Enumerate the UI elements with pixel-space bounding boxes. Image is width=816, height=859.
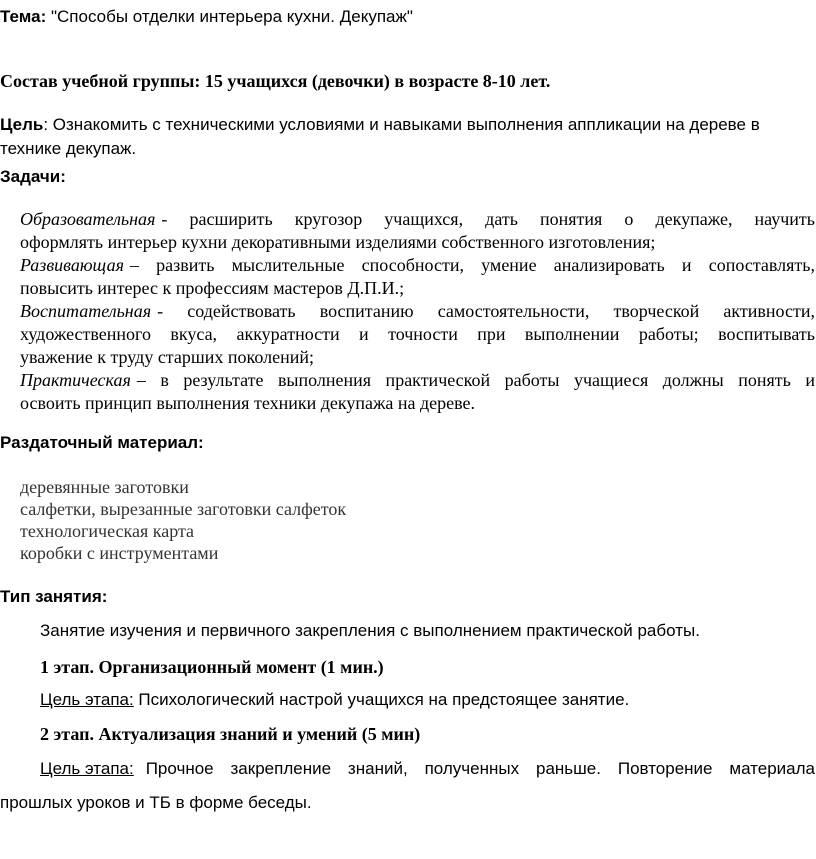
stage1-goal-text: Психологический настрой учащихся на предстоящее занятие. [133, 690, 630, 709]
task-educational-text: - расширить кругозор учащихся, дать понятия о декупаже, научить [161, 209, 815, 229]
handout-item: коробки с инструментами [20, 543, 219, 563]
stage1-goal [40, 689, 629, 711]
stage1-title: 1 этап. Организационный момент (1 мин.) [40, 657, 384, 677]
topic-label: Тема: [0, 7, 47, 26]
goal-line-1 [0, 114, 760, 136]
goal-label: Цель [0, 115, 44, 134]
task-practical-line-2: освоить принцип выполнения техники декупажа на дереве. [20, 393, 476, 413]
task-practical-text: – в результате выполнения практической работы учащиеся должны понять и [136, 370, 815, 390]
handout-item: технологическая карта [20, 521, 195, 541]
stage1-goal-label: Цель этапа: [40, 690, 134, 709]
group-composition: Состав учебной группы: 15 учащихся (девочки) в возрасте 8-10 лет. [0, 71, 551, 91]
task-developmental-term: Развивающая [20, 255, 124, 275]
task-practical-line-1 [20, 369, 815, 391]
lesson-type-text: Занятие изучения и первичного закрепления с выполнением практической работы. [40, 621, 700, 640]
task-upbringing-term: Воспитательная [20, 301, 152, 321]
handout-item: салфетки, вырезанные заготовки салфеток [20, 499, 347, 519]
task-upbringing-line-3: уважение к труду старших поколений; [20, 347, 314, 367]
task-upbringing-line-1 [20, 300, 815, 322]
stage2-goal-text: Прочное закрепление знаний, полученных раньше. Повторение материала [145, 759, 815, 778]
task-practical-term: Практическая [20, 370, 131, 390]
handout-item: деревянные заготовки [20, 477, 189, 497]
stage2-goal-label: Цель этапа: [40, 759, 134, 778]
lesson-type-heading: Тип занятия: [0, 587, 108, 606]
task-educational-line-1 [20, 208, 815, 230]
task-developmental-line-2: повысить интерес к профессиям мастеров Д.П.И.; [20, 278, 405, 298]
task-developmental-text: – развить мыслительные способности, умение анализировать и сопоставлять, [129, 255, 815, 275]
task-developmental-line-1 [20, 254, 815, 276]
tasks-heading: Задачи: [0, 167, 66, 186]
goal-line-2: технике декупаж. [0, 139, 137, 158]
goal-text-1: : Ознакомить с техническими условиями и навыками выполнения аппликации на дереве в [43, 115, 760, 134]
stage2-goal-line-1 [40, 758, 815, 780]
stage2-title: 2 этап. Актуализация знаний и умений (5 мин) [40, 724, 421, 744]
stage2-goal-line-2: прошлых уроков и ТБ в форме беседы. [0, 793, 312, 812]
handout-heading: Раздаточный материал: [0, 433, 204, 452]
task-educational-line-2: оформлять интерьер кухни декоративными изделиями собственного изготовления; [20, 232, 656, 252]
task-educational-term: Образовательная [20, 209, 156, 229]
topic-line [0, 6, 413, 28]
task-upbringing-text: - содействовать воспитанию самостоятельности, творческой активности, [157, 301, 815, 321]
topic-text: "Способы отделки интерьера кухни. Декупаж" [46, 7, 413, 26]
task-upbringing-line-2: художественного вкуса, аккуратности и точности при выполнении работы; воспитывать [20, 324, 815, 344]
